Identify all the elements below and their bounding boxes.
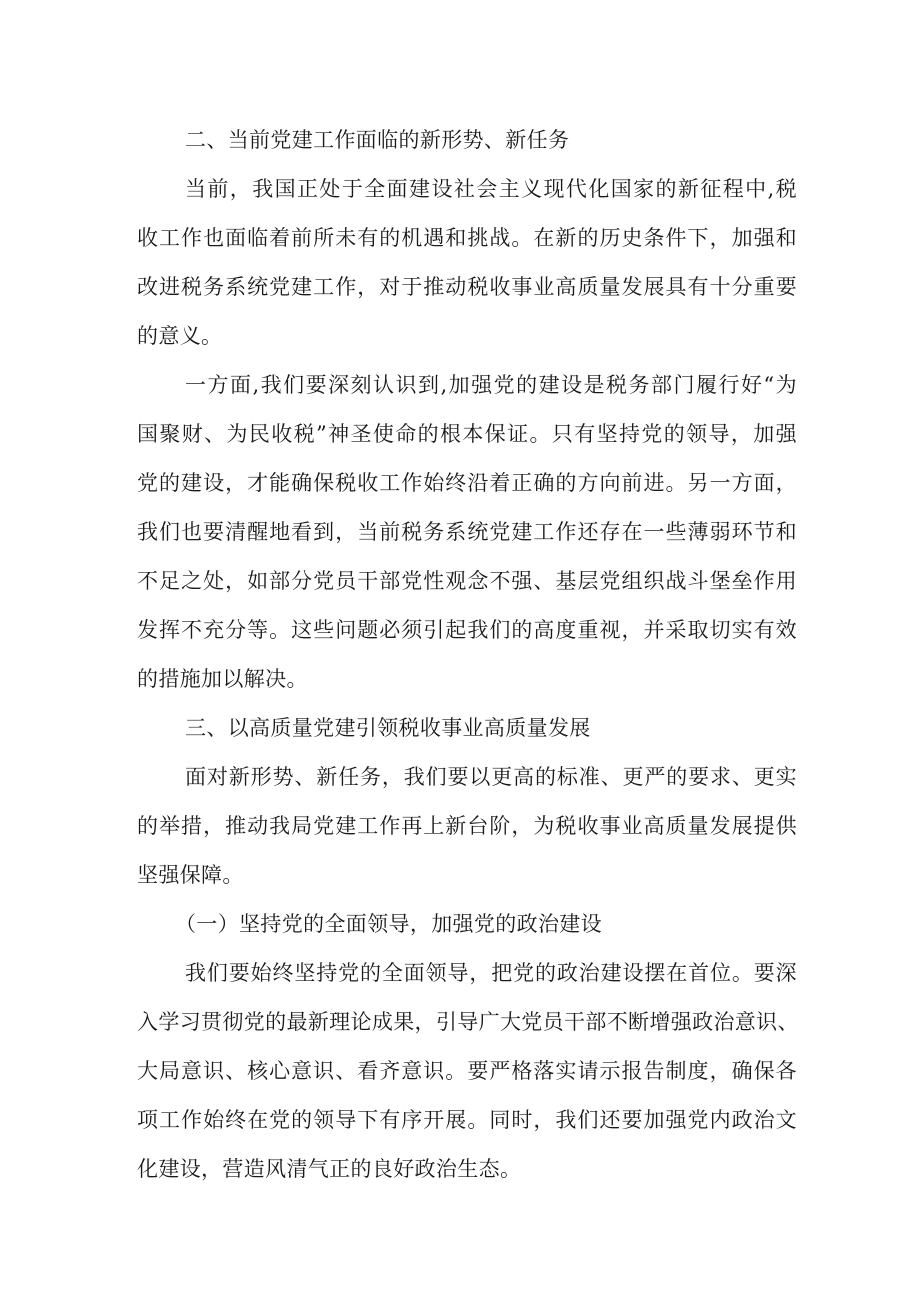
paragraph-line: 的举措，推动我局党建工作再上新台阶，为税收事业高质量发展提供 — [137, 814, 797, 838]
paragraph-line: 坚强保障。 — [137, 863, 244, 887]
paragraph-line: 的意义。 — [137, 324, 223, 348]
paragraph-line: 国聚财、为民收税”神圣使命的根本保证。只有坚持党的领导，加强 — [137, 422, 797, 446]
paragraph-line: 党的建设，才能确保税收工作始终沿着正确的方向前进。另一方面， — [137, 471, 797, 495]
paragraph-line: 项工作始终在党的领导下有序开展。同时，我们还要加强党内政治文 — [137, 1108, 797, 1132]
section-heading-2: 二、当前党建工作面临的新形势、新任务 — [185, 128, 570, 152]
paragraph-line: 当前，我国正处于全面建设社会主义现代化国家的新征程中,税 — [185, 177, 797, 201]
paragraph-line: 大局意识、核心意识、看齐意识。要严格落实请示报告制度，确保各 — [137, 1059, 797, 1083]
paragraph-line: 不足之处，如部分党员干部党性观念不强、基层党组织战斗堡垒作用 — [137, 569, 797, 593]
paragraph-line: 面对新形势、新任务，我们要以更高的标准、更严的要求、更实 — [185, 765, 797, 789]
paragraph-line: 发挥不充分等。这些问题必须引起我们的高度重视，并采取切实有效 — [137, 618, 797, 642]
subsection-heading-1: （一）坚持党的全面领导，加强党的政治建设 — [175, 912, 602, 936]
paragraph-line: 收工作也面临着前所未有的机遇和挑战。在新的历史条件下，加强和 — [137, 226, 797, 250]
paragraph-line: 我们要始终坚持党的全面领导，把党的政治建设摆在首位。要深 — [185, 961, 797, 985]
paragraph-line: 入学习贯彻党的最新理论成果，引导广大党员干部不断增强政治意识、 — [137, 1010, 799, 1034]
paragraph-line: 化建设，营造风清气正的良好政治生态。 — [137, 1157, 522, 1181]
paragraph-line: 的措施加以解决。 — [137, 667, 308, 691]
paragraph-line: 我们也要清醒地看到，当前税务系统党建工作还存在一些薄弱环节和 — [137, 520, 797, 544]
section-heading-3: 三、以高质量党建引领税收事业高质量发展 — [185, 716, 591, 740]
paragraph-line: 一方面,我们要深刻认识到,加强党的建设是税务部门履行好“为 — [185, 373, 797, 397]
paragraph-line: 改进税务系统党建工作，对于推动税收事业高质量发展具有十分重要 — [137, 275, 797, 299]
